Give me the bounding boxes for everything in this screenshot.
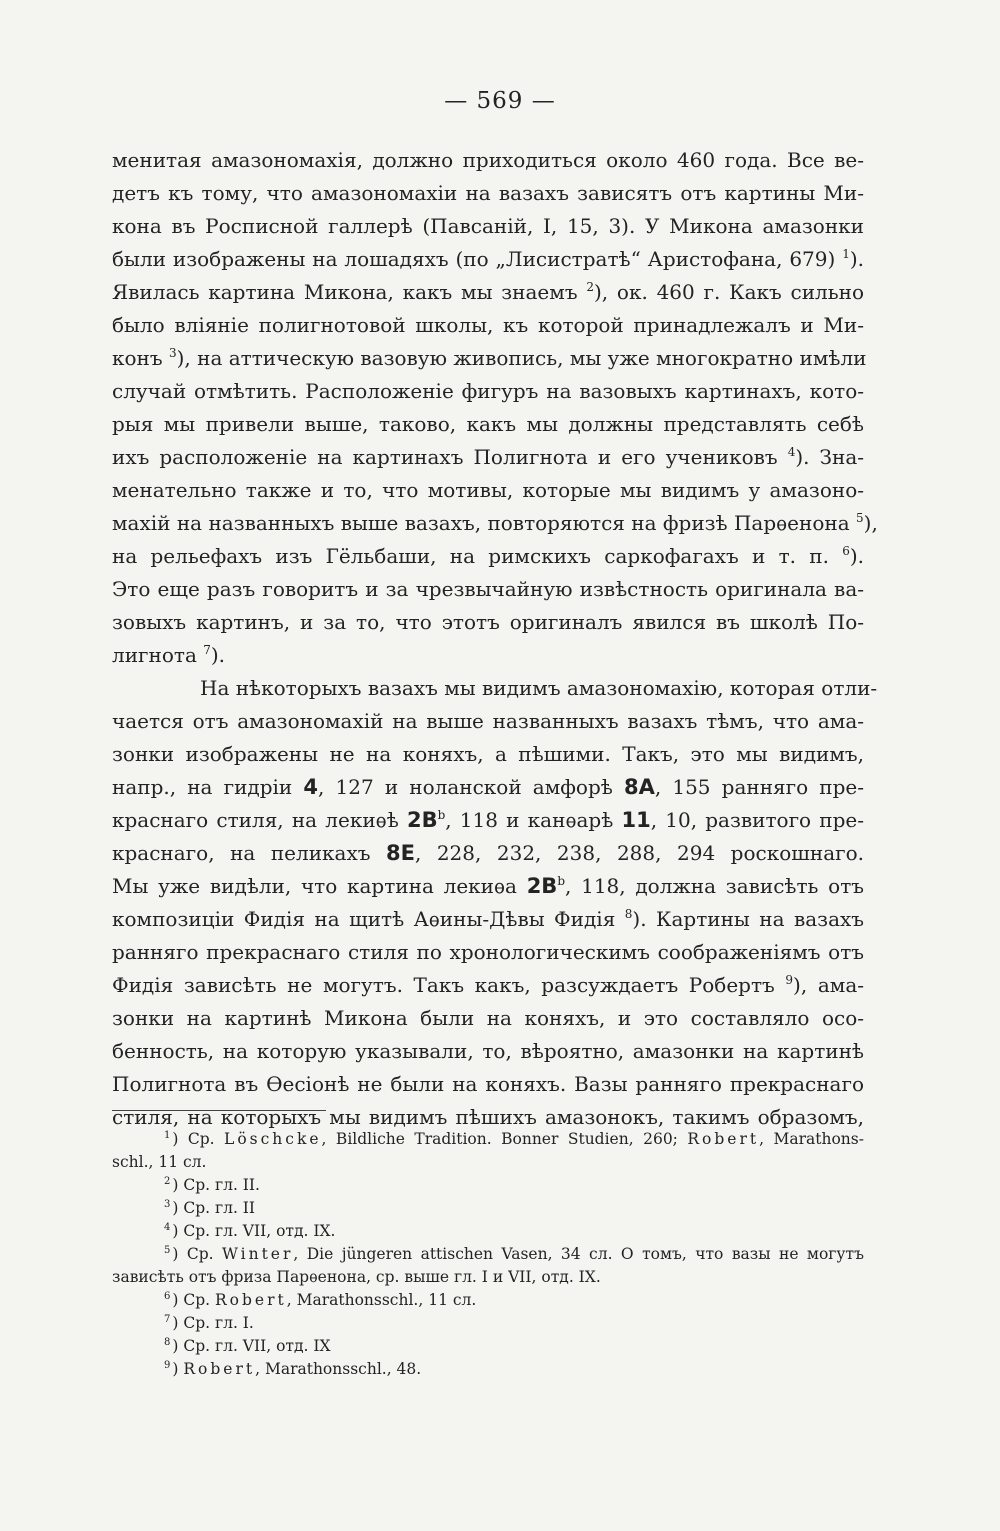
text-line: менательно также и то, что мотивы, которые мы видимъ у амазоно-	[112, 478, 864, 502]
text-line: краснаго стиля, на лекиѳѣ $2B^b$, 118 и канѳарѣ 11, 10, развитого пре-	[112, 808, 864, 832]
footnote-ref: 3	[168, 346, 177, 360]
footnote: $^1$ ) Ср. Löschcke, Bildliche Tradition. Bonner Studien, 260; Robert, Marathons-	[164, 1130, 864, 1148]
text-line: рыя мы привели выше, таково, какъ мы должны представлять себѣ	[112, 412, 864, 436]
page-number: — 569 —	[444, 88, 556, 114]
text-line: зовыхъ картинъ, и за то, что этотъ оригиналъ явился въ школѣ По-	[112, 610, 864, 634]
footnote-ref: 4	[787, 445, 796, 459]
text-line: Полигнота въ Ѳесіонѣ не были на коняхъ. Вазы ранняго прекраснаго	[112, 1072, 864, 1096]
footnote: $^4$ ) Ср. гл. VII, отд. IX.	[164, 1222, 336, 1240]
footnote-cont: schl., 11 сл.	[112, 1153, 207, 1171]
text-line: бенность, на которую указывали, то, вѣроятно, амазонки на картинѣ	[112, 1039, 864, 1063]
text-line: зонки на картинѣ Микона были на коняхъ, и это составляло осо-	[112, 1006, 864, 1030]
main-text	[112, 144, 878, 1134]
text-line: были изображены на лошадяхъ (по „Лисистратѣ“ Аристофана, 679) $^1$).	[112, 247, 864, 271]
text-line: Это еще разъ говоритъ и за чрезвычайную извѣстность оригинала ва-	[112, 577, 864, 601]
footnote-ref: 2	[586, 280, 594, 294]
vase-ref: 2B	[406, 808, 438, 832]
footnote-ref: 7	[203, 643, 211, 657]
footnote: $^8$ ) Ср. гл. VII, отд. IX	[164, 1337, 331, 1355]
footnote-ref: 6	[842, 544, 850, 558]
footnotes	[112, 1128, 864, 1381]
vase-ref: 2B	[526, 874, 558, 898]
vase-ref: 4	[303, 775, 319, 799]
text-line: ранняго прекраснаго стиля по хронологическимъ соображеніямъ отъ	[112, 940, 864, 964]
text-line: краснаго, на пеликахъ 8E, 228, 232, 238, 288, 294 роскошнаго.	[112, 841, 864, 865]
text-line: На нѣкоторыхъ вазахъ мы видимъ амазономахію, которая отли-	[200, 676, 878, 700]
text-line: махій на названныхъ выше вазахъ, повторяются на фризѣ Парѳенона $^5$),	[112, 511, 878, 535]
vase-ref: 8E	[385, 841, 415, 865]
vase-ref: 11	[621, 808, 651, 832]
text-line: детъ къ тому, что амазономахіи на вазахъ зависятъ отъ картины Ми-	[112, 181, 864, 205]
text-line: было вліяніе полигнотовой школы, къ которой принадлежалъ и Ми-	[112, 313, 864, 337]
text-line: случай отмѣтить. Расположеніе фигуръ на вазовыхъ картинахъ, кото-	[112, 379, 864, 403]
text-line: зонки изображены не на коняхъ, а пѣшими. Такъ, это мы видимъ,	[112, 742, 864, 766]
footnote-ref: 9	[785, 973, 794, 987]
vase-ref: 8A	[623, 775, 655, 799]
text-line: стиля, на которыхъ мы видимъ пѣшихъ амазонокъ, такимъ образомъ,	[112, 1105, 864, 1129]
text-line: напр., на гидріи 4, 127 и ноланской амфорѣ 8A, 155 ранняго пре-	[112, 775, 865, 799]
footnote: $^7$ ) Ср. гл. I.	[164, 1314, 254, 1332]
footnote: $^5$ ) Ср. Winter, Die jüngeren attischen Vasen, 34 сл. О томъ, что вазы не могутъ	[164, 1245, 864, 1263]
text-line: Мы уже видѣли, что картина лекиѳа $2B^b$, 118, должна зависѣть отъ	[112, 874, 864, 898]
footnote-ref: 1	[842, 247, 850, 261]
footnote: $^3$ ) Ср. гл. II	[164, 1199, 256, 1217]
text-line: лигнота $^7$).	[112, 643, 226, 667]
footnote-ref: 8	[624, 907, 633, 921]
footnote-divider	[112, 1110, 326, 1111]
text-line: Явилась картина Микона, какъ мы знаемъ $^2$), ок. 460 г. Какъ сильно	[112, 280, 864, 304]
text-line: композиціи Фидія на щитѣ Аѳины-Дѣвы Фидія $^8$). Картины на вазахъ	[112, 907, 864, 931]
footnote: $^6$ ) Ср. Robert, Marathonsschl., 11 сл.	[164, 1291, 477, 1309]
footnote: $^9$ ) Robert, Marathonsschl., 48.	[164, 1360, 422, 1378]
text-line: на рельефахъ изъ Гёльбаши, на римскихъ саркофагахъ и т. п. $^6$).	[112, 544, 865, 568]
text-line: чается отъ амазономахій на выше названныхъ вазахъ тѣмъ, что ама-	[112, 709, 864, 733]
text-line: кона въ Росписной галлерѣ (Павсаній, I, 15, 3). У Микона амазонки	[112, 214, 864, 238]
footnote: $^2$ ) Ср. гл. II.	[164, 1176, 260, 1194]
text-line: Фидія зависѣть не могутъ. Такъ какъ, разсуждаетъ Робертъ $^9$), ама-	[112, 973, 864, 997]
footnote-ref: 5	[856, 511, 864, 525]
text-line: ихъ расположеніе на картинахъ Полигнота и его учениковъ $^4$). Зна-	[112, 445, 864, 469]
footnote-cont: зависѣть отъ фриза Парѳенона, ср. выше гл. I и VII, отд. IX.	[112, 1268, 601, 1286]
text-line: менитая амазономахія, должно приходиться около 460 года. Все ве-	[112, 148, 864, 172]
text-line: конъ $^3$), на аттическую вазовую живопись, мы уже многократно имѣли	[112, 346, 867, 370]
